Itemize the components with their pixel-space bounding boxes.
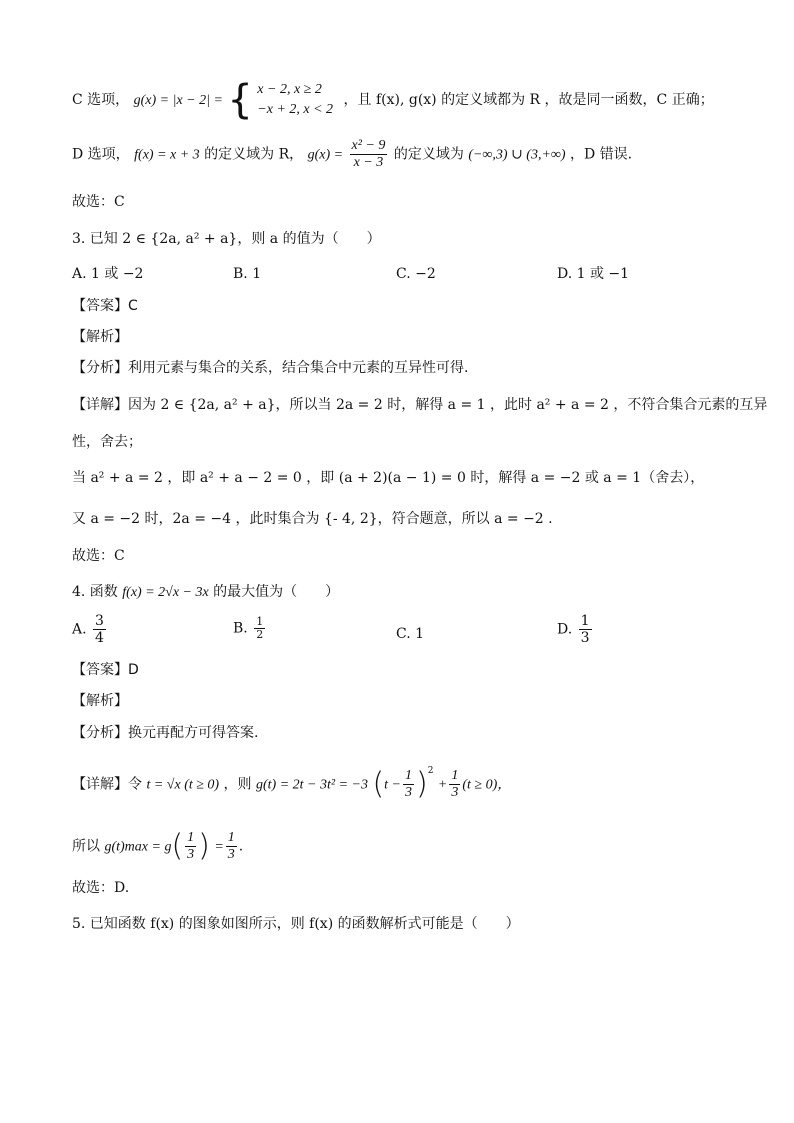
q4-option-b-label: B. [233,620,248,637]
q3-detail-4: 又 a = −2 时，2a = −4 ，此时集合为 {- 4, 2}，符合题意，所以 a = −2 . [72,511,553,527]
right-paren: ) [198,828,210,864]
q3-fenxi: 【分析】利用元素与集合的关系，结合集合中元素的互异性可得. [72,360,469,376]
q4-max-frac-1: $\frac{1}{3}$ [187,830,195,862]
q4-max-expr: g(t)max = g [104,839,172,855]
q4-option-d-fraction [579,613,592,646]
left-paren: ( [171,828,184,864]
q4-fenxi: 【分析】换元再配方可得答案. [72,725,259,741]
option-d-domain: (−∞,3) ∪ (3,+∞) [468,147,566,163]
right-paren: ) [416,766,428,802]
fraction-numerator: 1 [580,613,590,629]
q4-option-a-fraction [93,613,106,646]
case-2: −x + 2, x < 2 [257,102,334,117]
fraction-numerator: 1 [256,615,264,628]
q4-detail-t: t = √x (t ≥ 0) [146,777,220,793]
q4-option-d [557,613,594,646]
q4-analysis-title: 【解析】 [72,693,128,709]
piecewise-cases [257,80,333,120]
fraction-denominator: x − 3 [350,154,388,171]
q4-detail-mid: ，则 [223,776,252,793]
option-c-prefix: C 选项， [72,92,130,108]
q4-detail-frac-2: $\frac{1}{3}$ [451,768,459,800]
left-paren: ( [372,766,385,802]
q4-option-a-label: A. [72,621,87,638]
q4-stem-prefix: 4. 函数 [72,584,118,600]
q4-choose: 故选：D. [72,880,130,896]
q3-option-a: A. 1 或 −2 [72,266,144,282]
fraction-numerator: x² − 9 [351,138,386,153]
q4-detail-g: g(t) = 2t − 3t² = −3 [256,777,368,793]
q4-answer: 【答案】D [72,662,139,678]
option-d-explanation [72,138,632,171]
q4-detail-frac-1: $\frac{1}{3}$ [405,768,412,800]
q4-max: 所以 g(t)max = g( $\frac{1}{3}$ ) = $\frac{1}{3}$ . [72,828,244,864]
q4-option-d-label: D. [557,621,573,638]
q4-option-c-label: C. 1 [396,626,425,642]
q3-answer: 【答案】C [72,298,138,314]
q5-stem: 5. 已知函数 f(x) 的图象如图所示，则 f(x) 的函数解析式可能是（ ） [72,916,520,932]
q3-option-b: B. 1 [233,266,262,282]
previous-answer-choose: 故选：C [72,194,125,210]
option-d-prefix: D 选项， [72,146,130,163]
case-1: x − 2, x ≥ 2 [257,82,322,97]
option-c-g-def: g(x) = |x − 2| = [133,93,223,108]
q4-stem-suffix: 的最大值为（ ） [213,584,340,600]
option-d-f-def: f(x) = x + 3 [134,147,200,163]
q3-option-c: C. −2 [396,266,436,282]
q3-analysis-title: 【解析】 [72,329,128,345]
option-d-domain-text: 的定义域为 [393,146,464,163]
fraction-numerator: 3 [95,613,104,629]
q3-choose: 故选：C [72,548,125,564]
q4-detail-tail: (t ≥ 0)， [462,777,512,793]
fraction-denominator: 4 [95,630,104,646]
option-c-suffix: ，且 f(x), g(x) 的定义域都为 R ，故是同一函数，C 正确； [343,92,714,108]
fraction-denominator: 3 [580,630,590,646]
q4-stem-func: f(x) = 2√x − 3x [122,585,209,600]
option-d-g-lhs: g(x) = [307,147,344,163]
q3-detail-1: 【详解】因为 2 ∈ {2a, a² + a}，所以当 2a = 2 时，解得 a = 1 ，此时 a² + a = 2 ，不符合集合元素的互异 [72,397,768,413]
q3-detail-3: 当 a² + a = 2 ，即 a² + a − 2 = 0 ，即 (a + 2)(a − 1) = 0 时，解得 a = −2 或 a = 1（舍去）， [72,470,705,486]
q4-option-c [396,624,424,644]
q4-detail-prefix: 【详解】令 [72,776,142,793]
q4-max-prefix: 所以 [72,838,100,855]
q4-max-frac-2: $\frac{1}{3}$ [227,830,235,862]
q3-detail-2: 性，舍去； [72,434,142,450]
option-c-explanation [72,77,714,123]
option-d-fraction [350,138,388,171]
q4-option-a [72,613,108,646]
q4-detail: 【详解】令 t = √x (t ≥ 0) ，则 g(t) = 2t − 3t² = −3 (t − $\frac{1}{3}$ )$^2$ + $\frac{1}{3}$ (t ≥ 0)， [72,765,512,802]
fraction-denominator: 2 [256,628,264,641]
q3-stem: 3. 已知 2 ∈ {2a, a² + a}，则 a 的值为（ ） [72,231,381,247]
option-d-suffix: ，D 错误. [570,146,633,163]
cases-brace: { [227,77,253,123]
q4-option-b [233,616,267,641]
option-d-mid: 的定义域为 R， [204,146,304,163]
q4-option-b-fraction [254,616,265,641]
q3-option-d: D. 1 或 −1 [557,266,630,282]
q4-stem [72,582,339,603]
